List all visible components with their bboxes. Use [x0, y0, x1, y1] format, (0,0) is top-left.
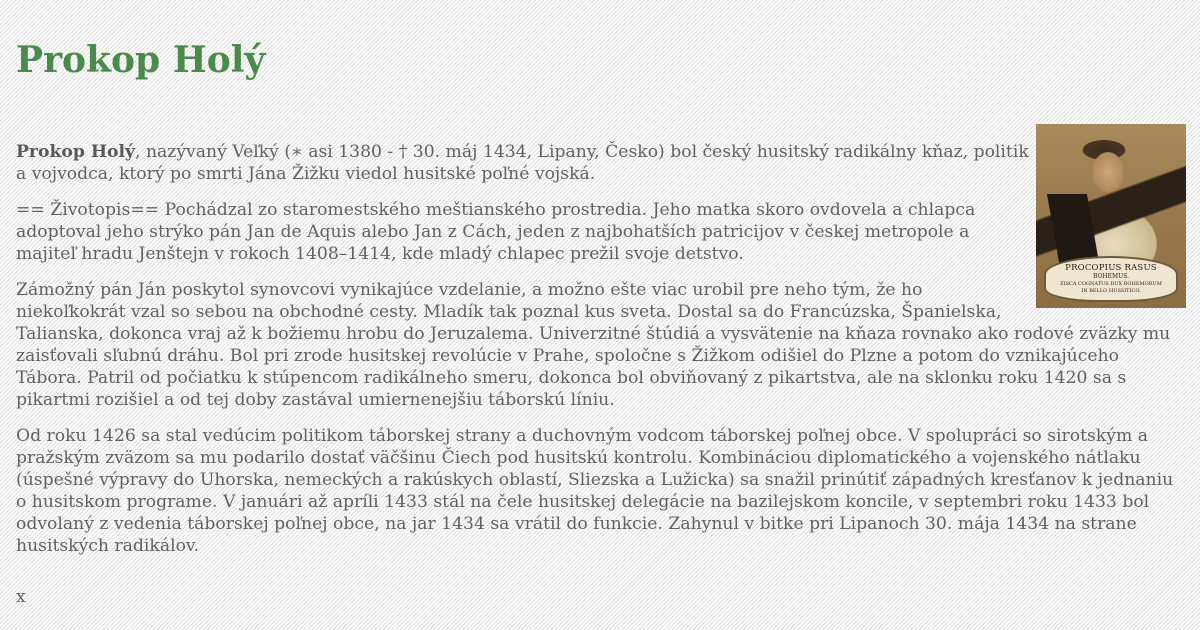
article-body	[16, 141, 1186, 571]
portrait-plaque	[1044, 256, 1178, 302]
plaque-line: ZISCA COGNATUS DUX BOHEMORUM	[1060, 281, 1162, 287]
plaque-line: IN BELLO HUSSITICO.	[1081, 288, 1141, 294]
biography-paragraph: Zámožný pán Ján poskytol synovcovi vynikajúce vzdelanie, a možno ešte viac urobil pre neho tým, že ho niekoľkokrát vzal so sebou na obchodné cesty. Mladík tak poznal kus sveta. Dostal sa do Francúzska, Španielska, Talianska, dokonca vraj až k božiemu hrobu do Jeruzalema. Univerzitné štúdiá a vysvätenie na kňaza rovnako ako rodové zväzky mu zaisťovali sľubnú dráhu. Bol pri zrode husitskej revolúcie v Prahe, spoločne s Žižkom odišiel do Plzne a potom do vznikajúceho Tábora. Patril od počiatku k stúpencom radikálneho smeru, dokonca bol obviňovaný z pikartstva, ale na sklonku roku 1420 sa s pikartmi rozišiel a od tej doby zastával umiernenejšiu táborskú líniu.	[16, 280, 1171, 410]
footer-mark: x	[16, 587, 26, 607]
biography-paragraph: Od roku 1426 sa stal vedúcim politikom táborskej strany a duchovným vodcom táborskej poľnej obce. V spolupráci so sirotským a pražským zväzom sa mu podarilo dostať väčšinu Čiech pod husitskú kontrolu. Kombináciou diplomatického a vojenského nátlaku (úspešné výpravy do Uhorska, nemeckých a rakúskych oblastí, Sliezska a Lužicka) sa snažil prinútiť západných kresťanov k jednaniu o husitskom programe. V januári až apríli 1433 stál na čele husitskej delegácie na bazilejskom koncile, v septembri roku 1433 bol odvolaný z vedenia táborskej poľnej obce, na jar 1434 sa vrátil do funkcie. Zahynul v bitke pri Lipanoch 30. mája 1434 na strane husitských radikálov.	[16, 426, 1174, 556]
portrait-image	[1036, 124, 1186, 308]
page-title: Prokop Holý	[16, 39, 266, 81]
intro-paragraph	[16, 141, 1186, 185]
plaque-line: BOHEMUS.	[1092, 273, 1130, 280]
biography-paragraph: == Životopis== Pochádzal zo staromestského meštianského prostredia. Jeho matka skoro ovdovela a chlapca adoptoval jeho strýko pán Jan de Aquis alebo Jan z Cách, jeden z najbohatších patricijov v českej metropole a majiteľ hradu Jenštejn v rokoch 1408–1414, kde mladý chlapec prežil svoje detstvo.	[16, 200, 976, 264]
intro-text: , nazývaný Veľký (∗ asi 1380 - † 30. máj 1434, Lipany, Česko) bol český husitský radikálny kňaz, politik a vojvodca, ktorý po smrti Jána Žižku viedol husitské poľné vojská.	[16, 142, 1029, 184]
intro-bold-name: Prokop Holý	[16, 142, 136, 162]
plaque-line: PROCOPIUS RASUS	[1065, 263, 1157, 273]
